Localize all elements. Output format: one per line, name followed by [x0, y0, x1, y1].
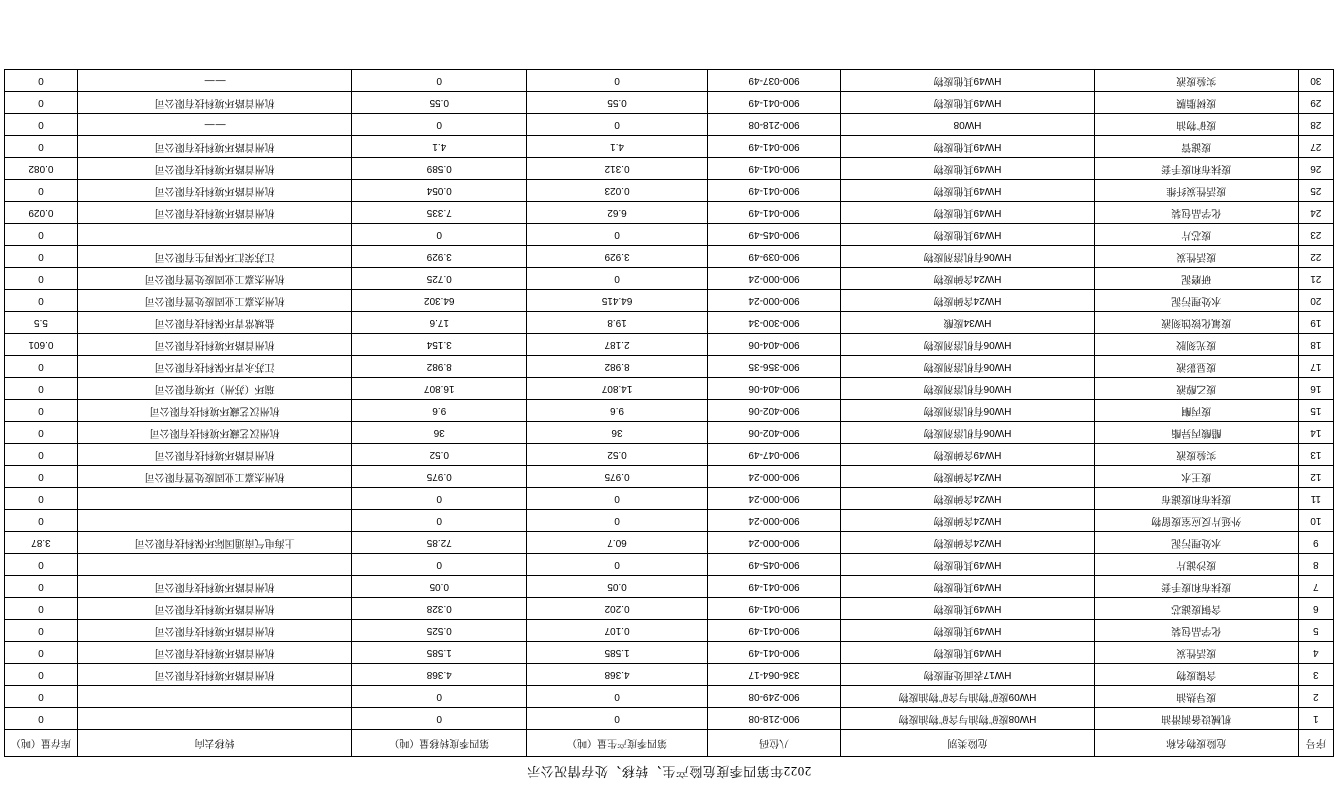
cell-stock: 3.87 — [5, 532, 78, 554]
cell-index: 14 — [1298, 422, 1333, 444]
column-header-q4-generated: 第四季度产生量（吨） — [527, 730, 708, 757]
cell-eight-digit-code: 900-000-24 — [708, 268, 841, 290]
cell-q4-generated: 0.975 — [527, 466, 708, 488]
cell-index: 7 — [1298, 576, 1333, 598]
cell-waste-name: 含镍废物 — [1094, 664, 1298, 686]
cell-stock: 0 — [5, 356, 78, 378]
cell-index: 5 — [1298, 620, 1333, 642]
cell-q4-transferred: 0 — [352, 70, 527, 92]
cell-waste-name: 废王水 — [1094, 466, 1298, 488]
cell-index: 3 — [1298, 664, 1333, 686]
cell-stock: 0 — [5, 70, 78, 92]
cell-transfer-destination: 杭州首路环境科技有限公司 — [77, 620, 352, 642]
cell-stock: 0 — [5, 180, 78, 202]
cell-q4-generated: 4.1 — [527, 136, 708, 158]
table-row — [5, 598, 1334, 620]
cell-eight-digit-code: 900-045-49 — [708, 224, 841, 246]
cell-hazard-category: HW34废酸 — [841, 312, 1095, 334]
cell-stock: 0 — [5, 620, 78, 642]
cell-eight-digit-code: 900-402-06 — [708, 400, 841, 422]
cell-q4-generated: 0 — [527, 224, 708, 246]
cell-q4-transferred: 0.589 — [352, 158, 527, 180]
cell-eight-digit-code: 900-404-06 — [708, 378, 841, 400]
cell-index: 15 — [1298, 400, 1333, 422]
cell-q4-transferred: 0.725 — [352, 268, 527, 290]
cell-eight-digit-code: 900-300-34 — [708, 312, 841, 334]
cell-q4-transferred: 7.335 — [352, 202, 527, 224]
cell-eight-digit-code: 900-356-35 — [708, 356, 841, 378]
table-row — [5, 554, 1334, 576]
cell-waste-name: 废显影液 — [1094, 356, 1298, 378]
cell-eight-digit-code: 900-041-49 — [708, 642, 841, 664]
cell-q4-generated: 0 — [527, 488, 708, 510]
table-row — [5, 224, 1334, 246]
cell-stock: 0 — [5, 378, 78, 400]
cell-q4-transferred: 16.807 — [352, 378, 527, 400]
cell-q4-transferred: 0 — [352, 708, 527, 730]
table-row — [5, 444, 1334, 466]
cell-stock: 0 — [5, 576, 78, 598]
cell-waste-name: 废光刻胶 — [1094, 334, 1298, 356]
cell-transfer-destination: 杭州首路环境科技有限公司 — [77, 92, 352, 114]
cell-q4-generated: 0 — [527, 70, 708, 92]
cell-transfer-destination: 上海电气南通国际环保科技有限公司 — [77, 532, 352, 554]
cell-eight-digit-code: 900-045-49 — [708, 554, 841, 576]
page-title: 2022年第四季度危险产生、转移、处存情况公示 — [526, 764, 812, 779]
column-header-waste-name: 危险废物名称 — [1094, 730, 1298, 757]
cell-transfer-destination: 杭州首路环境科技有限公司 — [77, 180, 352, 202]
cell-index: 22 — [1298, 246, 1333, 268]
cell-transfer-destination: 杭州首路环境科技有限公司 — [77, 576, 352, 598]
cell-index: 19 — [1298, 312, 1333, 334]
cell-stock: 0 — [5, 114, 78, 136]
cell-waste-name: 废活性炭纤维 — [1094, 180, 1298, 202]
cell-q4-generated: 6.62 — [527, 202, 708, 224]
cell-waste-name: 研磨泥 — [1094, 268, 1298, 290]
cell-q4-transferred: 72.85 — [352, 532, 527, 554]
cell-stock: 0 — [5, 422, 78, 444]
cell-hazard-category: HW08 — [841, 114, 1095, 136]
cell-waste-name: 废滤管 — [1094, 136, 1298, 158]
cell-hazard-category: HW24含砷废物 — [841, 466, 1095, 488]
cell-transfer-destination: 瑞环（苏州）环境有限公司 — [77, 378, 352, 400]
cell-hazard-category: HW09废矿物油与含矿物油废物 — [841, 686, 1095, 708]
cell-stock: 0 — [5, 290, 78, 312]
cell-stock: 5.5 — [5, 312, 78, 334]
table-row — [5, 532, 1334, 554]
cell-waste-name: 化学品包装 — [1094, 202, 1298, 224]
cell-hazard-category: HW49其他废物 — [841, 180, 1095, 202]
cell-q4-generated: 0 — [527, 114, 708, 136]
cell-waste-name: 废活性炭 — [1094, 246, 1298, 268]
cell-index: 8 — [1298, 554, 1333, 576]
cell-q4-generated: 0 — [527, 708, 708, 730]
cell-q4-transferred: 0.525 — [352, 620, 527, 642]
cell-hazard-category: HW49其他废物 — [841, 136, 1095, 158]
cell-waste-name: 废沙滤片 — [1094, 554, 1298, 576]
column-header-q4-transferred: 第四季度转移量（吨） — [352, 730, 527, 757]
cell-q4-generated: 64.415 — [527, 290, 708, 312]
table-row — [5, 246, 1334, 268]
cell-transfer-destination: 杭州汉艺藏环境科技有限公司 — [77, 422, 352, 444]
cell-transfer-destination: 杭州首路环境科技有限公司 — [77, 444, 352, 466]
cell-waste-name: 废抹布和废手套 — [1094, 576, 1298, 598]
cell-eight-digit-code: 900-218-08 — [708, 114, 841, 136]
cell-hazard-category: HW24含砷废物 — [841, 510, 1095, 532]
cell-eight-digit-code: 900-000-24 — [708, 290, 841, 312]
cell-hazard-category: HW06有机溶剂废物 — [841, 334, 1095, 356]
cell-q4-transferred: 0 — [352, 510, 527, 532]
cell-q4-generated: 0 — [527, 268, 708, 290]
cell-q4-generated: 0 — [527, 686, 708, 708]
cell-q4-transferred: 0 — [352, 488, 527, 510]
cell-q4-transferred: 64.302 — [352, 290, 527, 312]
cell-q4-transferred: 0 — [352, 114, 527, 136]
cell-stock: 0 — [5, 686, 78, 708]
cell-hazard-category: HW49其他废物 — [841, 92, 1095, 114]
cell-hazard-category: HW49其他废物 — [841, 202, 1095, 224]
cell-q4-transferred: 3.929 — [352, 246, 527, 268]
table-row — [5, 136, 1334, 158]
cell-index: 2 — [1298, 686, 1333, 708]
column-header-index: 序号 — [1298, 730, 1333, 757]
cell-index: 17 — [1298, 356, 1333, 378]
cell-transfer-destination — [77, 708, 352, 730]
cell-waste-name: 废氟化铵蚀刻液 — [1094, 312, 1298, 334]
cell-eight-digit-code: 900-047-49 — [708, 444, 841, 466]
cell-hazard-category: HW24含砷废物 — [841, 488, 1095, 510]
cell-waste-name: 废矿物油 — [1094, 114, 1298, 136]
table-row — [5, 180, 1334, 202]
cell-q4-generated: 9.6 — [527, 400, 708, 422]
cell-stock: 0 — [5, 510, 78, 532]
cell-hazard-category: HW06有机溶剂废物 — [841, 422, 1095, 444]
cell-hazard-category: HW06有机溶剂废物 — [841, 400, 1095, 422]
cell-q4-generated: 14.807 — [527, 378, 708, 400]
table-row — [5, 686, 1334, 708]
cell-q4-generated: 0.52 — [527, 444, 708, 466]
cell-transfer-destination — [77, 686, 352, 708]
table-row — [5, 70, 1334, 92]
cell-q4-transferred: 3.154 — [352, 334, 527, 356]
cell-transfer-destination: 杭州杰嘉工业固废处置有限公司 — [77, 290, 352, 312]
table-row — [5, 466, 1334, 488]
cell-hazard-category: HW49其他废物 — [841, 224, 1095, 246]
table-body — [5, 70, 1334, 730]
cell-q4-generated: 0.55 — [527, 92, 708, 114]
cell-q4-generated: 0.202 — [527, 598, 708, 620]
cell-hazard-category: HW49其他废物 — [841, 620, 1095, 642]
table-header-row — [5, 730, 1334, 757]
cell-hazard-category: HW06有机溶剂废物 — [841, 378, 1095, 400]
cell-eight-digit-code: 900-249-08 — [708, 686, 841, 708]
cell-eight-digit-code: 900-041-49 — [708, 598, 841, 620]
cell-q4-transferred: 8.982 — [352, 356, 527, 378]
table-row — [5, 114, 1334, 136]
cell-q4-transferred: 4.368 — [352, 664, 527, 686]
column-header-stock: 库存量（吨） — [5, 730, 78, 757]
cell-index: 28 — [1298, 114, 1333, 136]
cell-transfer-destination — [77, 554, 352, 576]
cell-q4-generated: 2.187 — [527, 334, 708, 356]
cell-q4-generated: 60.7 — [527, 532, 708, 554]
cell-transfer-destination: 杭州杰嘉工业固废处置有限公司 — [77, 268, 352, 290]
cell-eight-digit-code: 900-041-49 — [708, 180, 841, 202]
cell-q4-transferred: 0.05 — [352, 576, 527, 598]
cell-index: 18 — [1298, 334, 1333, 356]
cell-hazard-category: HW49其他废物 — [841, 642, 1095, 664]
cell-transfer-destination: 杭州首路环境科技有限公司 — [77, 202, 352, 224]
cell-waste-name: 废树脂膜 — [1094, 92, 1298, 114]
cell-waste-name: 外延片反应室废留物 — [1094, 510, 1298, 532]
cell-waste-name: 废抹布和废滤布 — [1094, 488, 1298, 510]
cell-transfer-destination: 盐城常青环保科技有限公司 — [77, 312, 352, 334]
cell-transfer-destination: 杭州首路环境科技有限公司 — [77, 598, 352, 620]
cell-q4-generated: 19.8 — [527, 312, 708, 334]
cell-eight-digit-code: 900-218-08 — [708, 708, 841, 730]
cell-stock: 0.082 — [5, 158, 78, 180]
cell-transfer-destination — [77, 510, 352, 532]
cell-stock: 0 — [5, 268, 78, 290]
cell-index: 27 — [1298, 136, 1333, 158]
cell-hazard-category: HW49其他废物 — [841, 576, 1095, 598]
cell-waste-name: 化学品包装 — [1094, 620, 1298, 642]
cell-transfer-destination: 江苏荣汇环保再生有限公司 — [77, 246, 352, 268]
table-row — [5, 268, 1334, 290]
cell-q4-transferred: 9.6 — [352, 400, 527, 422]
cell-stock: 0 — [5, 92, 78, 114]
cell-eight-digit-code: 900-000-24 — [708, 488, 841, 510]
cell-stock: 0.029 — [5, 202, 78, 224]
cell-index: 13 — [1298, 444, 1333, 466]
cell-waste-name: 水处理污泥 — [1094, 290, 1298, 312]
cell-transfer-destination: 杭州汉艺藏环境科技有限公司 — [77, 400, 352, 422]
table-row — [5, 400, 1334, 422]
column-header-hazard-category: 危险类别 — [841, 730, 1095, 757]
cell-waste-name: 废导热油 — [1094, 686, 1298, 708]
table-row — [5, 312, 1334, 334]
cell-transfer-destination: 杭州首路环境科技有限公司 — [77, 334, 352, 356]
cell-eight-digit-code: 900-039-49 — [708, 246, 841, 268]
table-row — [5, 708, 1334, 730]
cell-index: 12 — [1298, 466, 1333, 488]
cell-waste-name: 醋酸丙异酯 — [1094, 422, 1298, 444]
cell-waste-name: 机械设备润滑油 — [1094, 708, 1298, 730]
cell-waste-name: 废活性炭 — [1094, 642, 1298, 664]
cell-hazard-category: HW49其他废物 — [841, 158, 1095, 180]
cell-stock: 0 — [5, 708, 78, 730]
cell-q4-transferred: 4.1 — [352, 136, 527, 158]
cell-waste-name: 废丙酮 — [1094, 400, 1298, 422]
cell-index: 24 — [1298, 202, 1333, 224]
cell-q4-transferred: 0 — [352, 686, 527, 708]
cell-eight-digit-code: 900-041-49 — [708, 158, 841, 180]
cell-transfer-destination: 杭州杰嘉工业固废处置有限公司 — [77, 466, 352, 488]
cell-index: 20 — [1298, 290, 1333, 312]
cell-waste-name: 废乙醇液 — [1094, 378, 1298, 400]
cell-index: 1 — [1298, 708, 1333, 730]
cell-waste-name: 废抹布和废手套 — [1094, 158, 1298, 180]
cell-stock: 0 — [5, 488, 78, 510]
table-row — [5, 92, 1334, 114]
cell-hazard-category: HW49其他废物 — [841, 70, 1095, 92]
cell-q4-generated: 0 — [527, 554, 708, 576]
table-row — [5, 158, 1334, 180]
cell-eight-digit-code: 900-041-49 — [708, 136, 841, 158]
cell-hazard-category: HW49其他废物 — [841, 554, 1095, 576]
cell-q4-generated: 3.929 — [527, 246, 708, 268]
cell-stock: 0 — [5, 598, 78, 620]
cell-eight-digit-code: 900-000-24 — [708, 532, 841, 554]
cell-hazard-category: HW06有机溶剂废物 — [841, 246, 1095, 268]
cell-q4-transferred: 0.328 — [352, 598, 527, 620]
cell-waste-name: 实验废液 — [1094, 444, 1298, 466]
cell-q4-transferred: 0.55 — [352, 92, 527, 114]
table-row — [5, 378, 1334, 400]
cell-stock: 0.601 — [5, 334, 78, 356]
cell-q4-generated: 0 — [527, 510, 708, 532]
cell-waste-name: 水处理污泥 — [1094, 532, 1298, 554]
cell-index: 23 — [1298, 224, 1333, 246]
cell-index: 30 — [1298, 70, 1333, 92]
cell-hazard-category: HW24含砷废物 — [841, 268, 1095, 290]
table-row — [5, 642, 1334, 664]
cell-q4-transferred: 17.6 — [352, 312, 527, 334]
cell-transfer-destination: 杭州首路环境科技有限公司 — [77, 158, 352, 180]
cell-q4-transferred: 1.585 — [352, 642, 527, 664]
cell-waste-name: 实验废液 — [1094, 70, 1298, 92]
cell-stock: 0 — [5, 554, 78, 576]
cell-waste-name: 废芯片 — [1094, 224, 1298, 246]
cell-index: 9 — [1298, 532, 1333, 554]
cell-q4-generated: 36 — [527, 422, 708, 444]
cell-stock: 0 — [5, 224, 78, 246]
cell-hazard-category: HW06有机溶剂废物 — [841, 356, 1095, 378]
cell-hazard-category: HW24含砷废物 — [841, 532, 1095, 554]
cell-q4-generated: 4.368 — [527, 664, 708, 686]
column-header-transfer-destination: 转移去向 — [77, 730, 352, 757]
cell-hazard-category: HW49含砷废物 — [841, 444, 1095, 466]
table-row — [5, 510, 1334, 532]
cell-hazard-category: HW24含砷废物 — [841, 290, 1095, 312]
cell-index: 4 — [1298, 642, 1333, 664]
cell-index: 10 — [1298, 510, 1333, 532]
cell-eight-digit-code: 900-402-06 — [708, 422, 841, 444]
cell-q4-generated: 0.107 — [527, 620, 708, 642]
cell-eight-digit-code: 900-041-49 — [708, 92, 841, 114]
cell-index: 25 — [1298, 180, 1333, 202]
cell-transfer-destination — [77, 224, 352, 246]
cell-q4-transferred: 0.975 — [352, 466, 527, 488]
table-row — [5, 356, 1334, 378]
table-row — [5, 290, 1334, 312]
cell-stock: 0 — [5, 136, 78, 158]
cell-q4-transferred: 0.52 — [352, 444, 527, 466]
column-header-eight-digit-code: 八位码 — [708, 730, 841, 757]
cell-q4-generated: 0.023 — [527, 180, 708, 202]
cell-stock: 0 — [5, 400, 78, 422]
cell-q4-transferred: 0.054 — [352, 180, 527, 202]
hazardous-waste-table — [4, 69, 1334, 757]
cell-index: 11 — [1298, 488, 1333, 510]
cell-q4-generated: 0.05 — [527, 576, 708, 598]
cell-eight-digit-code: 900-041-49 — [708, 620, 841, 642]
cell-waste-name: 含铜废滤芯 — [1094, 598, 1298, 620]
cell-transfer-destination: 杭州首路环境科技有限公司 — [77, 642, 352, 664]
cell-hazard-category: HW17表面处理废物 — [841, 664, 1095, 686]
cell-stock: 0 — [5, 246, 78, 268]
table-row — [5, 334, 1334, 356]
cell-q4-transferred: 36 — [352, 422, 527, 444]
cell-index: 6 — [1298, 598, 1333, 620]
cell-eight-digit-code: 900-000-24 — [708, 510, 841, 532]
cell-q4-generated: 8.982 — [527, 356, 708, 378]
table-row — [5, 576, 1334, 598]
cell-stock: 0 — [5, 642, 78, 664]
table-row — [5, 202, 1334, 224]
cell-q4-generated: 0.312 — [527, 158, 708, 180]
cell-transfer-destination: 杭州首路环境科技有限公司 — [77, 664, 352, 686]
cell-transfer-destination — [77, 488, 352, 510]
cell-transfer-destination: —— — [77, 114, 352, 136]
table-row — [5, 422, 1334, 444]
cell-index: 16 — [1298, 378, 1333, 400]
cell-index: 26 — [1298, 158, 1333, 180]
cell-index: 29 — [1298, 92, 1333, 114]
cell-hazard-category: HW08废矿物油与含矿物油废物 — [841, 708, 1095, 730]
cell-stock: 0 — [5, 466, 78, 488]
cell-q4-transferred: 0 — [352, 224, 527, 246]
cell-transfer-destination: 江苏永青环保科技有限公司 — [77, 356, 352, 378]
cell-q4-generated: 1.585 — [527, 642, 708, 664]
table-row — [5, 620, 1334, 642]
table-row — [5, 488, 1334, 510]
cell-eight-digit-code: 900-037-49 — [708, 70, 841, 92]
cell-eight-digit-code: 336-064-17 — [708, 664, 841, 686]
cell-eight-digit-code: 900-000-24 — [708, 466, 841, 488]
table-row — [5, 664, 1334, 686]
cell-stock: 0 — [5, 444, 78, 466]
cell-index: 21 — [1298, 268, 1333, 290]
cell-eight-digit-code: 900-041-49 — [708, 202, 841, 224]
cell-transfer-destination: 杭州首路环境科技有限公司 — [77, 136, 352, 158]
cell-hazard-category: HW49其他废物 — [841, 598, 1095, 620]
cell-eight-digit-code: 900-041-49 — [708, 576, 841, 598]
cell-transfer-destination: —— — [77, 70, 352, 92]
cell-stock: 0 — [5, 664, 78, 686]
cell-q4-transferred: 0 — [352, 554, 527, 576]
cell-eight-digit-code: 900-404-06 — [708, 334, 841, 356]
